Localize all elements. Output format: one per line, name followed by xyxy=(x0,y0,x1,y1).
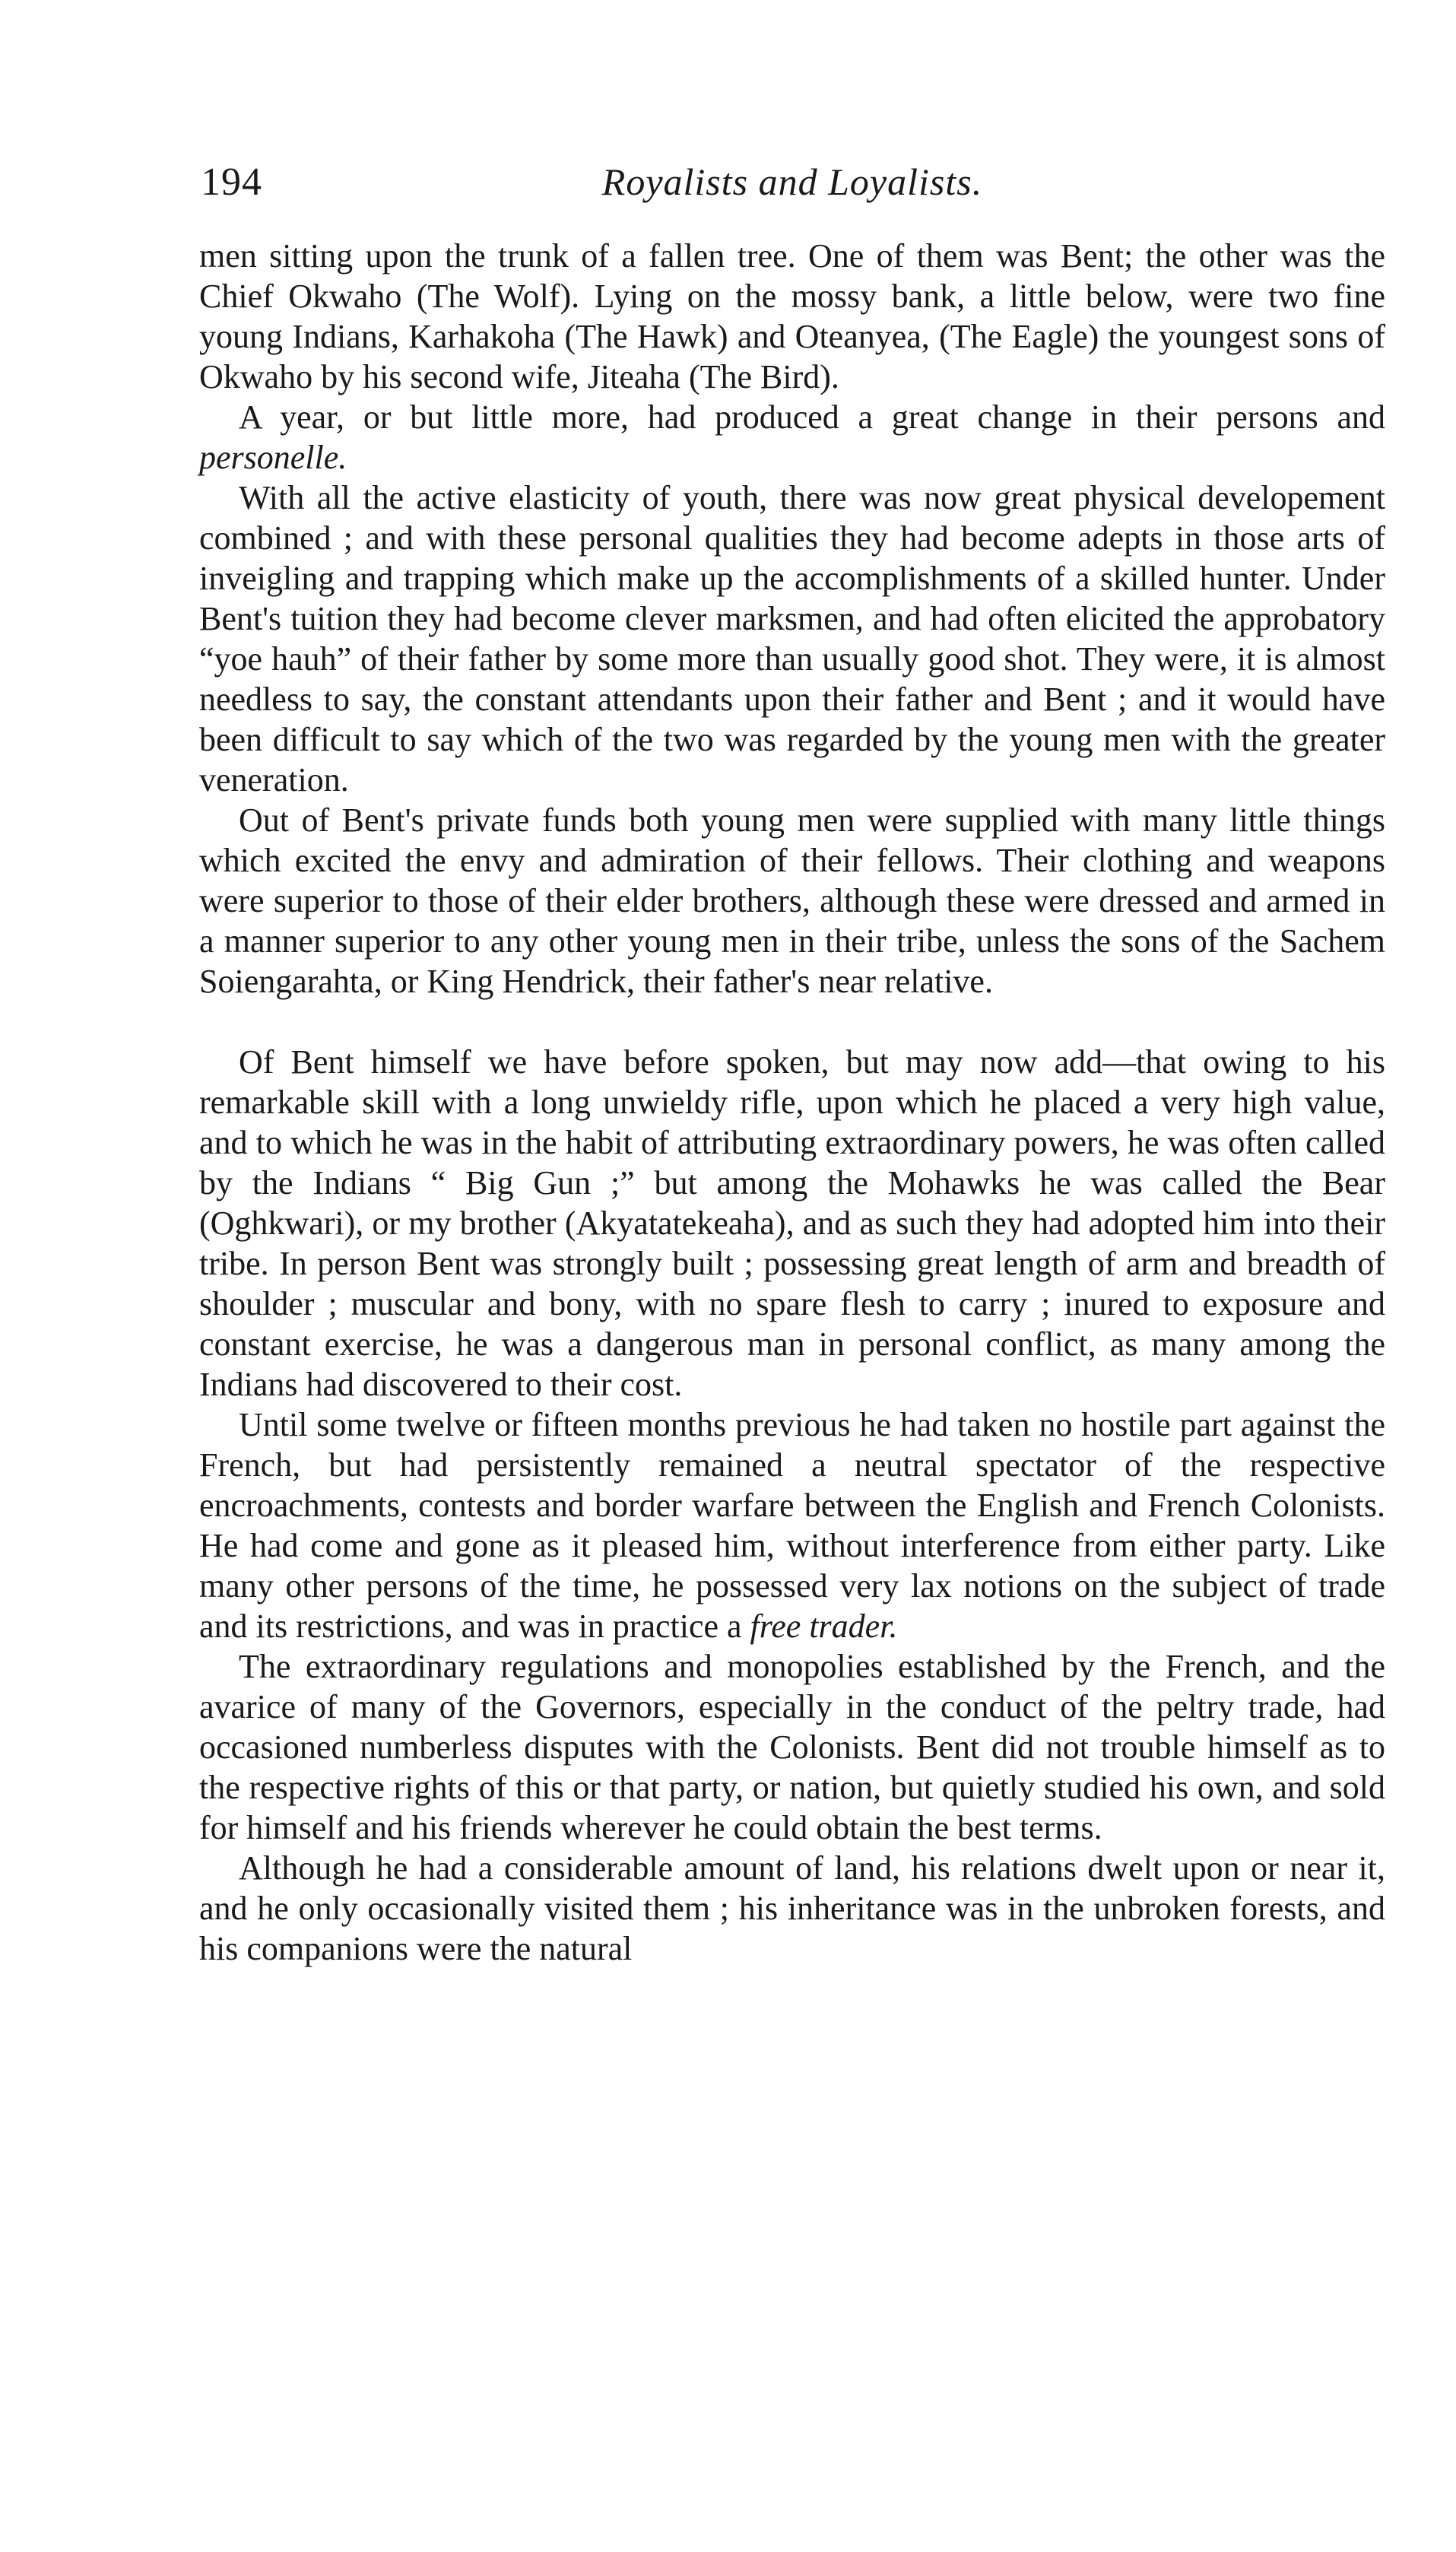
paragraph-text: Although he had a considerable amount of land, his relations dwelt upon or near it, and he only occasionally visited them ; his inheritance was in the unbroken forests, and his companions were the natural xyxy=(199,1849,1385,1967)
paragraph-3 xyxy=(199,478,1385,800)
book-page xyxy=(199,152,1385,1969)
paragraph-4 xyxy=(199,800,1385,1001)
running-title: Royalists and Loyalists. xyxy=(601,160,983,203)
paragraph-text: A year, or but little more, had produced a great change in their persons and xyxy=(239,398,1385,436)
page-number: 194 xyxy=(201,160,262,204)
paragraph-text: Until some twelve or fifteen months previous he had taken no hostile part against the French, but had persistently remained a neutral spectator of the respective encroachments, contests and border warfare between the English and French Colonists. He had come and gone as it pleased him, without interference from either party. Like many other persons of the time, he possessed very lax notions on the subject of trade and its restrictions, and was in practice a xyxy=(199,1406,1385,1645)
paragraph-text: With all the active elasticity of youth, there was now great physical developement combined ; and with these personal qualities they had become adepts in those arts of inveigling and trapping which make up the accomplishments of a skilled hunter. Under Bent's tuition they had become clever marksmen, and had often elicited the approbatory “yoe hauh” of their father by some more than usually good shot. They were, it is almost needless to say, the constant attendants upon their father and Bent ; and it would have been difficult to say which of the two was regarded by the young men with the greater veneration. xyxy=(199,479,1385,798)
paragraph-6 xyxy=(199,1405,1385,1646)
paragraph-7 xyxy=(199,1646,1385,1848)
paragraph-2 xyxy=(199,397,1385,478)
paragraph-text: The extraordinary regulations and monopolies established by the French, and the avarice of many of the Governors, especially in the conduct of the peltry trade, had occasioned numberless disputes with the Colonists. Bent did not trouble himself as to the respective rights of this or that party, or nation, but quietly studied his own, and sold for himself and his friends wherever he could obtain the best terms. xyxy=(199,1648,1385,1846)
italic-term: free trader. xyxy=(750,1608,898,1645)
running-head xyxy=(199,152,1385,213)
paragraph-text: Of Bent himself we have before spoken, but may now add—that owing to his remarkable skill with a long unwieldy rifle, upon which he placed a very high value, and to which he was in the habit of attributing extraordinary powers, he was often called by the Indians “ Big Gun ;” but among the Mohawks he was called the Bear (Oghkwari), or my brother (Akyatatekeaha), and as such they had adopted him into their tribe. In person Bent was strongly built ; possessing great length of arm and breadth of shoulder ; muscular and bony, with no spare flesh to carry ; inured to exposure and constant exercise, he was a dangerous man in personal conflict, as many among the Indians had discovered to their cost. xyxy=(199,1043,1385,1403)
paragraph-1 xyxy=(199,236,1385,397)
paragraph-text: Out of Bent's private funds both young men were supplied with many little things which excited the envy and admiration of their fellows. Their clothing and weapons were superior to those of their elder brothers, although these were dressed and armed in a manner superior to any other young men in their tribe, unless the sons of the Sachem Soiengarahta, or King Hendrick, their father's near relative. xyxy=(199,801,1385,1000)
paragraph-text: men sitting upon the trunk of a fallen tree. One of them was Bent; the other was the Chief Okwaho (The Wolf). Lying on the mossy bank, a little below, were two fine young Indians, Karhakoha (The Hawk) and Oteanyea, (The Eagle) the youngest sons of Okwaho by his second wife, Jiteaha (The Bird). xyxy=(199,237,1385,395)
italic-term: personelle. xyxy=(199,439,347,476)
paragraph-8 xyxy=(199,1848,1385,1969)
paragraph-5 xyxy=(199,1042,1385,1405)
